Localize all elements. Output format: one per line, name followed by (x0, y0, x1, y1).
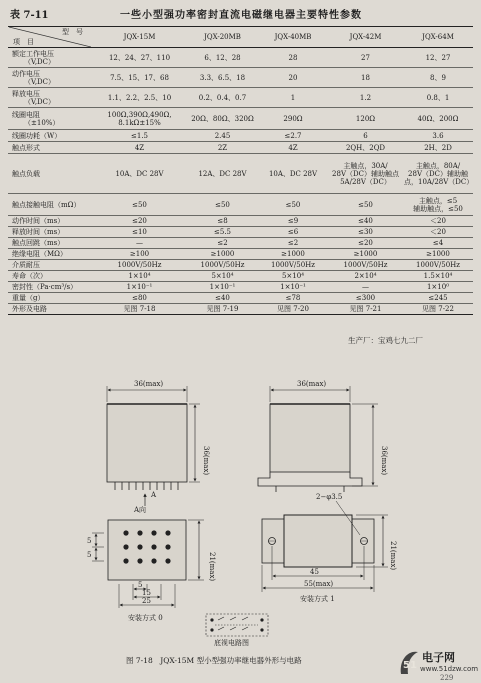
terminal-pin (137, 558, 142, 563)
table-cell: ≤1.5 (92, 130, 187, 142)
table-row (8, 293, 473, 304)
a-view-label: A向 (134, 506, 147, 514)
mount-1-caption: 安装方式 1 (300, 595, 335, 603)
table-cell: 见图 7-21 (328, 304, 403, 315)
table-cell: 5×10⁴ (187, 271, 258, 282)
table-cell: ≤5.5 (187, 227, 258, 238)
row-label (8, 227, 92, 238)
table-cell: 1.1、2.2、2.5、10 (92, 88, 187, 108)
table-cell: 28 (258, 48, 328, 68)
manufacturer-note: 生产厂：宝鸡七九二厂 (348, 336, 423, 345)
table-cell: 主触点，80A/ 28V（DC）辅助触 点，10A/28V（DC） (403, 154, 473, 194)
dim-45: 45 (310, 568, 319, 576)
table-cell: 3.3、6.5、18 (187, 68, 258, 88)
table-cell: ≤2 (258, 238, 328, 249)
mount-1-bottom-view (262, 501, 388, 592)
table-row (8, 216, 473, 227)
row-label-line: 动作电压 (12, 69, 40, 78)
table-cell: 1000V/50Hz (328, 260, 403, 271)
dim-55max: 55(max) (304, 580, 334, 588)
table-cell: 6 (328, 130, 403, 142)
model-col-header: JQX-40MB (258, 27, 328, 48)
row-label-line: 触点负载 (12, 169, 40, 178)
table-cell: 见图 7-22 (403, 304, 473, 315)
table-header-row (8, 27, 473, 48)
table-cell: ≤50 (328, 194, 403, 216)
table-cell: 主触点，≤5 辅助触点，≤50 (403, 194, 473, 216)
row-label-line: 触点回跳（ms） (12, 239, 65, 247)
row-label-line: 线圈功耗（W） (12, 131, 62, 140)
table-cell: ≥1000 (258, 249, 328, 260)
table-cell: 1×10⁰ (403, 282, 473, 293)
table-cell: 20 (258, 68, 328, 88)
row-label (8, 194, 92, 216)
table-cell: ≤20 (328, 238, 403, 249)
row-label (8, 238, 92, 249)
table-cell: ≤50 (187, 194, 258, 216)
table-cell: 27 (328, 48, 403, 68)
row-label (8, 216, 92, 227)
dim-mount1-height: 21(max) (389, 541, 397, 571)
table-cell: 0.8、1 (403, 88, 473, 108)
table-cell: 290Ω (258, 108, 328, 130)
row-label-line: （V,DC） (24, 57, 56, 66)
model-col-header: JQX-20MB (187, 27, 258, 48)
row-label (8, 88, 92, 108)
table-row (8, 271, 473, 282)
table-cell: 8、9 (403, 68, 473, 88)
table-row (8, 154, 473, 194)
row-label (8, 108, 92, 130)
table-cell: 0.2、0.4、0.7 (187, 88, 258, 108)
table-row (8, 304, 473, 315)
table-row (8, 142, 473, 154)
row-label-line: 额定工作电压 (12, 49, 54, 58)
model-col-header: JQX-64M (403, 27, 473, 48)
dim-side-width: 36(max) (297, 380, 327, 388)
table-header (0, 6, 481, 22)
row-label-line: （V,DC） (24, 97, 56, 106)
table-cell: ＜20 (403, 227, 473, 238)
table-number: 表 7-11 (10, 10, 49, 21)
table-cell: 1000V/50Hz (403, 260, 473, 271)
dim-mount0-height: 21(max) (208, 552, 216, 582)
table-cell: 12、24、27、110 (92, 48, 187, 68)
mount-0-caption: 安装方式 0 (128, 614, 163, 622)
table-row (8, 282, 473, 293)
model-header: 型 号 (62, 28, 83, 36)
table-row (8, 108, 473, 130)
table-cell: 见图 7-20 (258, 304, 328, 315)
table-cell: 4Z (258, 142, 328, 154)
row-label (8, 282, 92, 293)
model-col-header: JQX-15M (92, 27, 187, 48)
row-label-line: 释放电压 (12, 89, 40, 98)
table-cell: 7.5、15、17、68 (92, 68, 187, 88)
terminal-pin (137, 530, 142, 535)
row-label (8, 260, 92, 271)
table-cell: 1×10⁴ (92, 271, 187, 282)
watermark-name: 电子网 (422, 651, 455, 664)
table-row (8, 130, 473, 142)
table-cell: 12、27 (403, 48, 473, 68)
row-label (8, 154, 92, 194)
circuit-caption: 底视电路图 (214, 639, 249, 647)
table-cell: 6、12、28 (187, 48, 258, 68)
row-label-line: 寿命（次） (12, 272, 47, 280)
row-label-line: 动作时间（ms） (12, 217, 65, 225)
item-header: 项 目 (13, 38, 34, 46)
table-cell: 1000V/50Hz (258, 260, 328, 271)
table-cell: 3.6 (403, 130, 473, 142)
table-cell: 2Z (187, 142, 258, 154)
table-title: 一些小型强功率密封直流电磁继电器主要特性参数 (120, 10, 362, 21)
table-cell: 1 (258, 88, 328, 108)
dim-pitch-5-bottom: 5 (138, 581, 143, 589)
table-cell: ≥1000 (187, 249, 258, 260)
table-cell: ≤20 (92, 216, 187, 227)
dim-pitch-5-left: 5 (87, 537, 92, 545)
spec-table (8, 26, 473, 315)
table-cell: 主触点，30A/ 28V（DC）辅助触点 5A/28V（DC） (328, 154, 403, 194)
terminal-pin (151, 530, 156, 535)
table-cell: 1×10⁻¹ (92, 282, 187, 293)
dim-front-width: 36(max) (134, 380, 164, 388)
table-cell: 2QH、2QD (328, 142, 403, 154)
table-cell: ≤4 (403, 238, 473, 249)
bottom-circuit-diagram (206, 614, 268, 636)
relay-side-view (258, 386, 378, 492)
table-cell: — (328, 282, 403, 293)
table-row (8, 238, 473, 249)
diagonal-header-cell (8, 27, 92, 48)
table-cell: ≤78 (258, 293, 328, 304)
terminal-pin (165, 544, 170, 549)
row-label (8, 249, 92, 260)
terminal-pin (151, 544, 156, 549)
row-label-line: 线圈电阻 (12, 110, 40, 119)
table-cell: 1.5×10⁴ (403, 271, 473, 282)
table-cell: ＜20 (403, 216, 473, 227)
row-label (8, 48, 92, 68)
table-cell: 1×10⁻¹ (187, 282, 258, 293)
table-cell: ≤40 (328, 216, 403, 227)
terminal-pin (165, 558, 170, 563)
relay-front-view (107, 386, 200, 506)
row-label-line: 介质耐压 (12, 261, 40, 269)
outline-drawing (0, 346, 481, 652)
row-label-line: 外形及电路 (12, 305, 47, 313)
table-cell: 10A、DC 28V (258, 154, 328, 194)
dim-25: 25 (142, 597, 151, 605)
row-label-line: 绝缘电阻（MΩ） (12, 250, 67, 258)
table-cell: 4Z (92, 142, 187, 154)
site-watermark (398, 648, 478, 680)
table-row (8, 227, 473, 238)
table-cell: ≤8 (187, 216, 258, 227)
table-row (8, 88, 473, 108)
terminal-pin (123, 544, 128, 549)
table-cell: 2.45 (187, 130, 258, 142)
row-label (8, 68, 92, 88)
model-col-header: JQX-42M (328, 27, 403, 48)
table-row (8, 260, 473, 271)
table-cell: 120Ω (328, 108, 403, 130)
row-label-line: （±10%） (24, 118, 60, 127)
table-cell: ≤40 (187, 293, 258, 304)
table-cell: 2×10⁴ (328, 271, 403, 282)
table-cell: 5×10⁴ (258, 271, 328, 282)
table-cell: ≤50 (92, 194, 187, 216)
table-cell: ≤10 (92, 227, 187, 238)
table-cell: 40Ω、200Ω (403, 108, 473, 130)
row-label (8, 130, 92, 142)
table-cell: 20Ω、80Ω、320Ω (187, 108, 258, 130)
row-label-line: （V,DC） (24, 77, 56, 86)
dim-pitch-5-left: 5 (87, 551, 92, 559)
table-cell: ≤80 (92, 293, 187, 304)
table-cell: ≥1000 (403, 249, 473, 260)
terminal-pin (137, 544, 142, 549)
table-row (8, 249, 473, 260)
table-cell: 见图 7-19 (187, 304, 258, 315)
table-cell: 1×10⁻¹ (258, 282, 328, 293)
table-cell: ≥1000 (328, 249, 403, 260)
table-cell: 18 (328, 68, 403, 88)
arrow-a-label: A (151, 491, 157, 499)
table-cell: ≤9 (258, 216, 328, 227)
watermark-logo-icon (398, 648, 420, 678)
figure-caption: 图 7-18 JQX-15M 型小型强功率继电器外形与电路 (126, 656, 302, 665)
table-cell: 10A、DC 28V (92, 154, 187, 194)
hole-spec: 2−φ3.5 (316, 493, 343, 501)
table-cell: — (92, 238, 187, 249)
terminal-pin (123, 530, 128, 535)
table-cell: 12A、DC 28V (187, 154, 258, 194)
table-cell: ≤2.7 (258, 130, 328, 142)
row-label-line: 释放时间（ms） (12, 228, 65, 236)
terminal-pin (123, 558, 128, 563)
page-number: 229 (440, 674, 454, 682)
table-cell: ≤6 (258, 227, 328, 238)
row-label-line: 密封性（Pa·cm³/s） (12, 283, 78, 291)
table-cell: ≤300 (328, 293, 403, 304)
row-label-line: 触点形式 (12, 143, 40, 152)
watermark-url: www.51dzw.com (420, 665, 479, 673)
terminal-pin (151, 558, 156, 563)
table-cell: 2H、2D (403, 142, 473, 154)
table-row (8, 48, 473, 68)
table-cell: ≤2 (187, 238, 258, 249)
row-label-line: 触点接触电阻（mΩ） (12, 200, 81, 209)
row-label-line: 重量（g） (12, 294, 45, 302)
dim-front-height: 36(max) (202, 446, 210, 476)
row-label (8, 304, 92, 315)
table-row (8, 68, 473, 88)
table-cell: ≤30 (328, 227, 403, 238)
table-cell: 1000V/50Hz (92, 260, 187, 271)
row-label (8, 293, 92, 304)
row-label (8, 142, 92, 154)
table-cell: ≤245 (403, 293, 473, 304)
table-cell: 100Ω,390Ω,490Ω, 8.1kΩ±15% (92, 108, 187, 130)
table-cell: ≤50 (258, 194, 328, 216)
terminal-pin (165, 530, 170, 535)
dim-side-height: 36(max) (380, 446, 388, 476)
row-label (8, 271, 92, 282)
table-cell: 1.2 (328, 88, 403, 108)
table-cell: 1000V/50Hz (187, 260, 258, 271)
table-cell: 见图 7-18 (92, 304, 187, 315)
svg-text:51: 51 (403, 660, 417, 671)
dim-15: 15 (142, 589, 151, 597)
table-cell: ≥100 (92, 249, 187, 260)
table-row (8, 194, 473, 216)
